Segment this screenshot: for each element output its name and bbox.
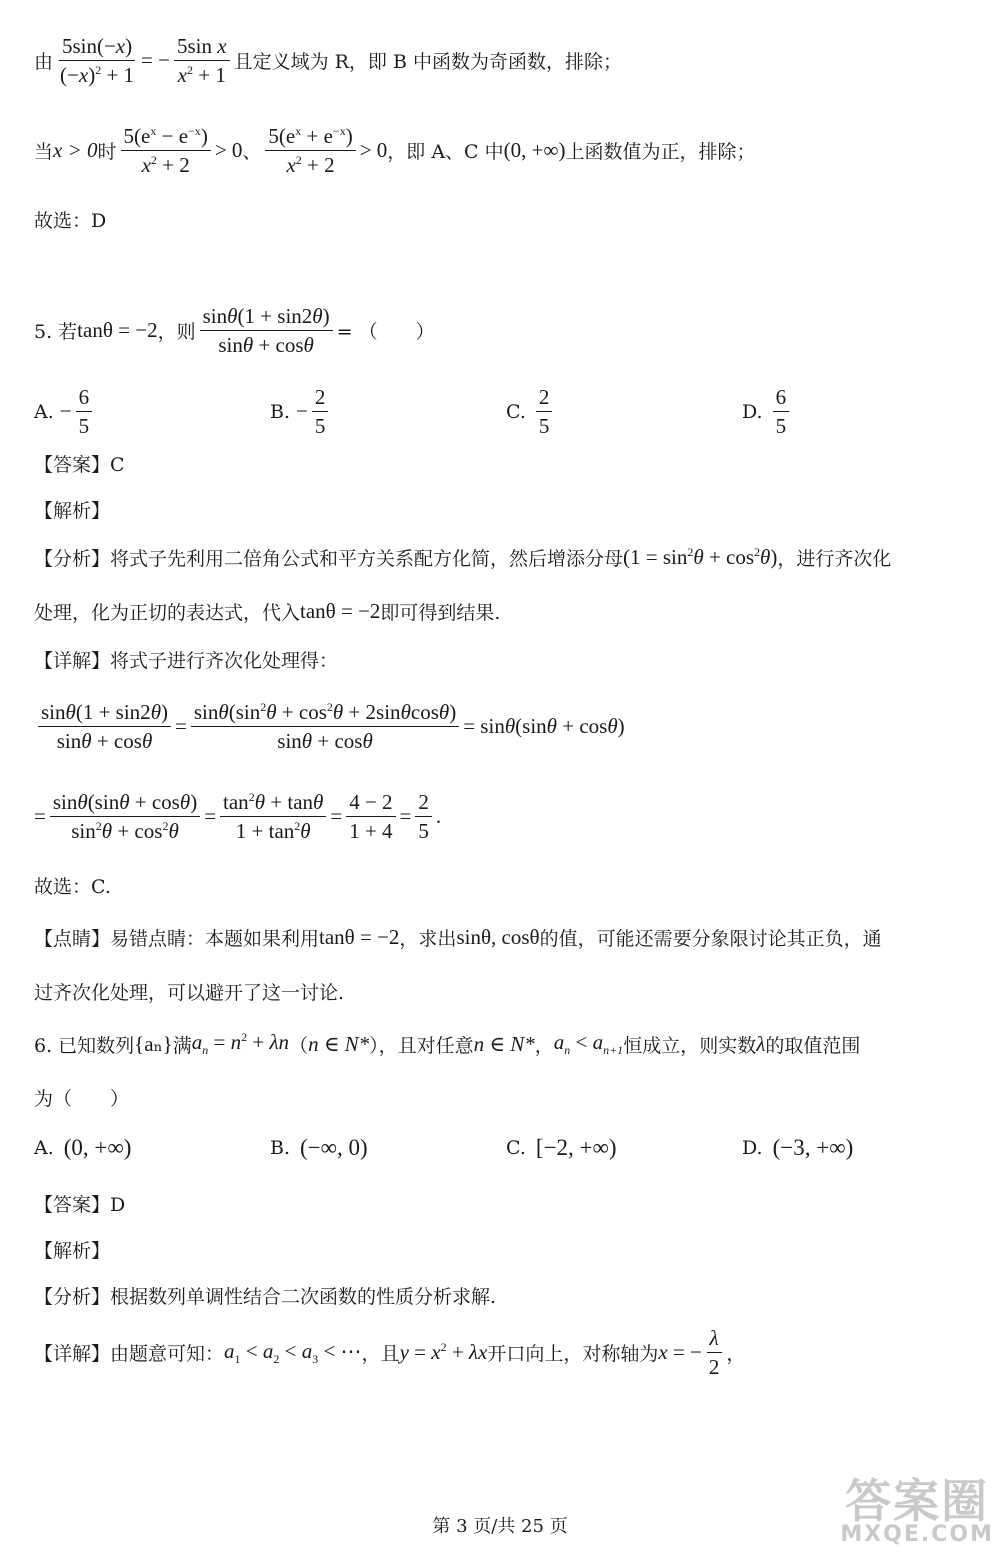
page-footer: 第 3 页/共 25 页 — [432, 1516, 568, 1537]
fraction-exp-minus: $\frac{5(e^x - e^{-x})}{x^2 + 2}$ — [121, 124, 211, 177]
text-sep: 、 — [242, 141, 262, 164]
option-sign: − — [59, 399, 72, 424]
q6-text-c: ），且对任意 — [369, 1034, 474, 1057]
math-tan-theta: tanθ = −2 — [300, 599, 381, 623]
option-letter: B. — [270, 1137, 291, 1159]
watermark-logo — [840, 1474, 994, 1547]
math-parabola: $y = x^2 + \lambda x$ — [399, 1340, 488, 1365]
q5-option-d[interactable] — [742, 385, 793, 438]
q6-option-a[interactable] — [34, 1135, 131, 1161]
q5-dianjing-cont — [34, 978, 344, 1005]
text-prefix: 当 — [34, 141, 54, 164]
math-interval: (0, +∞) — [503, 138, 566, 163]
text-domain: 且定义域为 R，即 B 中函数为奇函数，排除； — [233, 51, 622, 74]
q6-text-f: 的取值范围 — [765, 1034, 861, 1057]
option-letter: D. — [742, 400, 763, 423]
watermark-bottom: MXQE.COM — [840, 1522, 994, 1547]
fraction-exp-plus: $\frac{5(e^x + e^{-x})}{x^2 + 2}$ — [265, 124, 355, 177]
option-value: (−3, +∞) — [772, 1135, 854, 1160]
q6-text-g: 为（ ） — [34, 1088, 130, 1110]
option-sign: − — [296, 399, 308, 424]
option-letter: A. — [34, 400, 54, 423]
q5-xiangjie — [34, 646, 338, 673]
option-letter: C. — [506, 1137, 526, 1159]
dianjing-text-3: 的值，可能还需要分象限讨论其正负，通 — [539, 928, 882, 950]
math-gt-zero-2: > 0 — [359, 138, 388, 163]
q6-prefix: 6. 已知数列 — [34, 1034, 135, 1057]
dianjing-text-2: ，求出 — [399, 928, 457, 950]
answer-text: 【答案】C — [34, 454, 125, 476]
math-sequence: {aₙ} — [134, 1031, 173, 1056]
derivation-line-2: = $\frac{\sin\theta(\sin\theta + \cos\theta)}{\sin^2\theta + \cos^2\theta}$ = $\frac{\tan^2\theta + \tan\theta}{1 + \tan^2\theta}$ = $\frac{4 - 2}{1 + 4}$ = $\frac{2}{5}$ . — [34, 790, 442, 844]
q6-option-d[interactable] — [742, 1135, 853, 1161]
fenxi-text-2: ，进行齐次化 — [777, 548, 892, 570]
q5-prefix: 5. 若 — [34, 321, 78, 344]
watermark-top: 答案圈 — [845, 1474, 990, 1528]
option-value: (−∞, 0) — [300, 1135, 368, 1160]
q5-option-b[interactable] — [270, 385, 332, 438]
q6-option-b[interactable] — [270, 1135, 368, 1161]
fraction-sin-x: $\frac{\text{5sin x}}{x^2 + 1}$ — [174, 34, 230, 87]
fraction-sin-negx: $\frac{5\sin(-x)}{(-x)^2 + 1}$ — [60, 34, 135, 88]
q6-text-b: （ — [289, 1034, 309, 1057]
q5-answer — [34, 450, 125, 477]
math-sin-cos: sinθ, cosθ — [456, 925, 540, 949]
fenxi-text: 【分析】根据数列单调性结合二次函数的性质分析求解. — [34, 1286, 497, 1308]
option-value: [−2, +∞) — [535, 1135, 617, 1160]
math-lambda: λ — [756, 1031, 766, 1056]
fenxi-text-4: 即可得到结果. — [380, 602, 501, 624]
text-mid: ，即 A、C 中 — [387, 141, 504, 164]
line-odd-function: 由 $\frac{5\sin(-x)}{(-x)^2 + 1}$ = − $\frac{\text{5sin x}}{x^2 + 1}$ 且定义域为 R，即 B 中函数为奇函数，排除； — [34, 34, 622, 88]
math-an-lt: $a_n < a_{n+1}$ — [553, 1030, 624, 1058]
math-an-formula: $a_n = n^2 + \lambda n$ — [191, 1030, 290, 1058]
q5-jiexi — [34, 496, 110, 523]
option-letter: A. — [34, 1137, 54, 1159]
text-end: 上函数值为正，排除； — [565, 141, 756, 164]
option-fraction: $\frac{2}{5}$ — [536, 385, 553, 438]
q5-option-c[interactable] — [506, 385, 556, 438]
line-positive-values — [34, 124, 755, 177]
math-n-in-n-2: n ∈ N* — [473, 1031, 535, 1056]
math-identity: $(1 = \sin^2\theta + \cos^2\theta)$ — [623, 545, 778, 569]
q6-text-a: 满 — [172, 1034, 192, 1057]
q6-text-e: 恒成立，则实数 — [623, 1034, 757, 1057]
q6-xiangjie — [34, 1326, 745, 1379]
option-letter: C. — [506, 400, 526, 423]
option-fraction: $\frac{6}{5}$ — [76, 385, 93, 438]
answer-text: 【答案】D — [34, 1194, 126, 1216]
xiangjie-text: 【详解】由题意可知： — [34, 1343, 225, 1366]
q6-fenxi — [34, 1282, 496, 1309]
final-text: 故选：C. — [34, 876, 111, 898]
math-tan-theta: tanθ = −2 — [77, 318, 158, 343]
math-gt-zero: > 0 — [214, 138, 243, 163]
math-tan-theta: tanθ = −2 — [319, 925, 400, 949]
jiexi-text: 【解析】 — [34, 500, 111, 522]
xiangjie-text-4: ， — [726, 1343, 746, 1366]
q5-option-a[interactable] — [34, 385, 96, 438]
option-fraction: $\frac{2}{5}$ — [312, 385, 329, 438]
fenxi-text: 【分析】将式子先利用二倍角公式和平方关系配方化简，然后增添分母 — [34, 548, 624, 570]
option-letter: D. — [742, 1137, 763, 1159]
fraction-lambda-half: $\frac{\lambda}{2}$ — [706, 1326, 723, 1379]
question-5 — [34, 304, 435, 357]
math-a-chain: $a_1 < a_2 < a_3$ < ⋯ — [224, 1338, 362, 1366]
text-choice: 故选：D — [34, 210, 107, 232]
question-6-cont — [34, 1084, 129, 1111]
q6-text-d: ， — [534, 1034, 554, 1057]
math-axis: x = − — [658, 1340, 702, 1365]
q6-answer — [34, 1190, 125, 1217]
xiangjie-text: 【详解】将式子进行齐次化处理得： — [34, 650, 339, 672]
xiangjie-text-2: ，且 — [361, 1343, 400, 1366]
q5-fenxi-cont — [34, 598, 500, 625]
line-choice-d — [34, 206, 106, 233]
math-n-in-n: n ∈ N* — [308, 1031, 370, 1056]
fenxi-text-3: 处理，化为正切的表达式，代入 — [34, 602, 301, 624]
option-letter: B. — [270, 400, 291, 423]
text-when: 时 — [97, 141, 117, 164]
fraction-q5: $\frac{\sin\theta(1 + \sin 2\theta)}{\sin\theta + \cos\theta}$ — [200, 304, 333, 357]
jiexi-text: 【解析】 — [34, 1240, 111, 1262]
derivation-line-1: $\frac{\sin\theta(1 + \sin 2\theta)}{\sin\theta + \cos\theta}$ = $\frac{\sin\theta(\sin^2\theta + \cos^2\theta + 2\sin\theta\cos\theta)}{\sin\theta + \cos\theta}$ = sinθ(sinθ + cosθ) — [34, 700, 625, 753]
dianjing-text-4: 过齐次化处理，可以避开了这一讨论. — [34, 982, 345, 1004]
q5-end: = （ ） — [336, 321, 435, 344]
option-value: (0, +∞) — [63, 1135, 132, 1160]
xiangjie-text-3: 开口向上，对称轴为 — [487, 1343, 659, 1366]
q6-option-c[interactable] — [506, 1135, 617, 1161]
math-x-positive: x > 0 — [53, 138, 98, 163]
option-fraction: $\frac{6}{5}$ — [773, 385, 790, 438]
q5-dianjing — [34, 924, 882, 951]
q6-jiexi — [34, 1236, 110, 1263]
dianjing-text: 【点睛】易错点睛：本题如果利用 — [34, 928, 320, 950]
q5-mid: ，则 — [157, 321, 196, 344]
question-6 — [34, 1030, 860, 1058]
q5-final — [34, 872, 111, 899]
text-prefix: 由 — [34, 51, 54, 74]
q5-fenxi — [34, 544, 891, 571]
